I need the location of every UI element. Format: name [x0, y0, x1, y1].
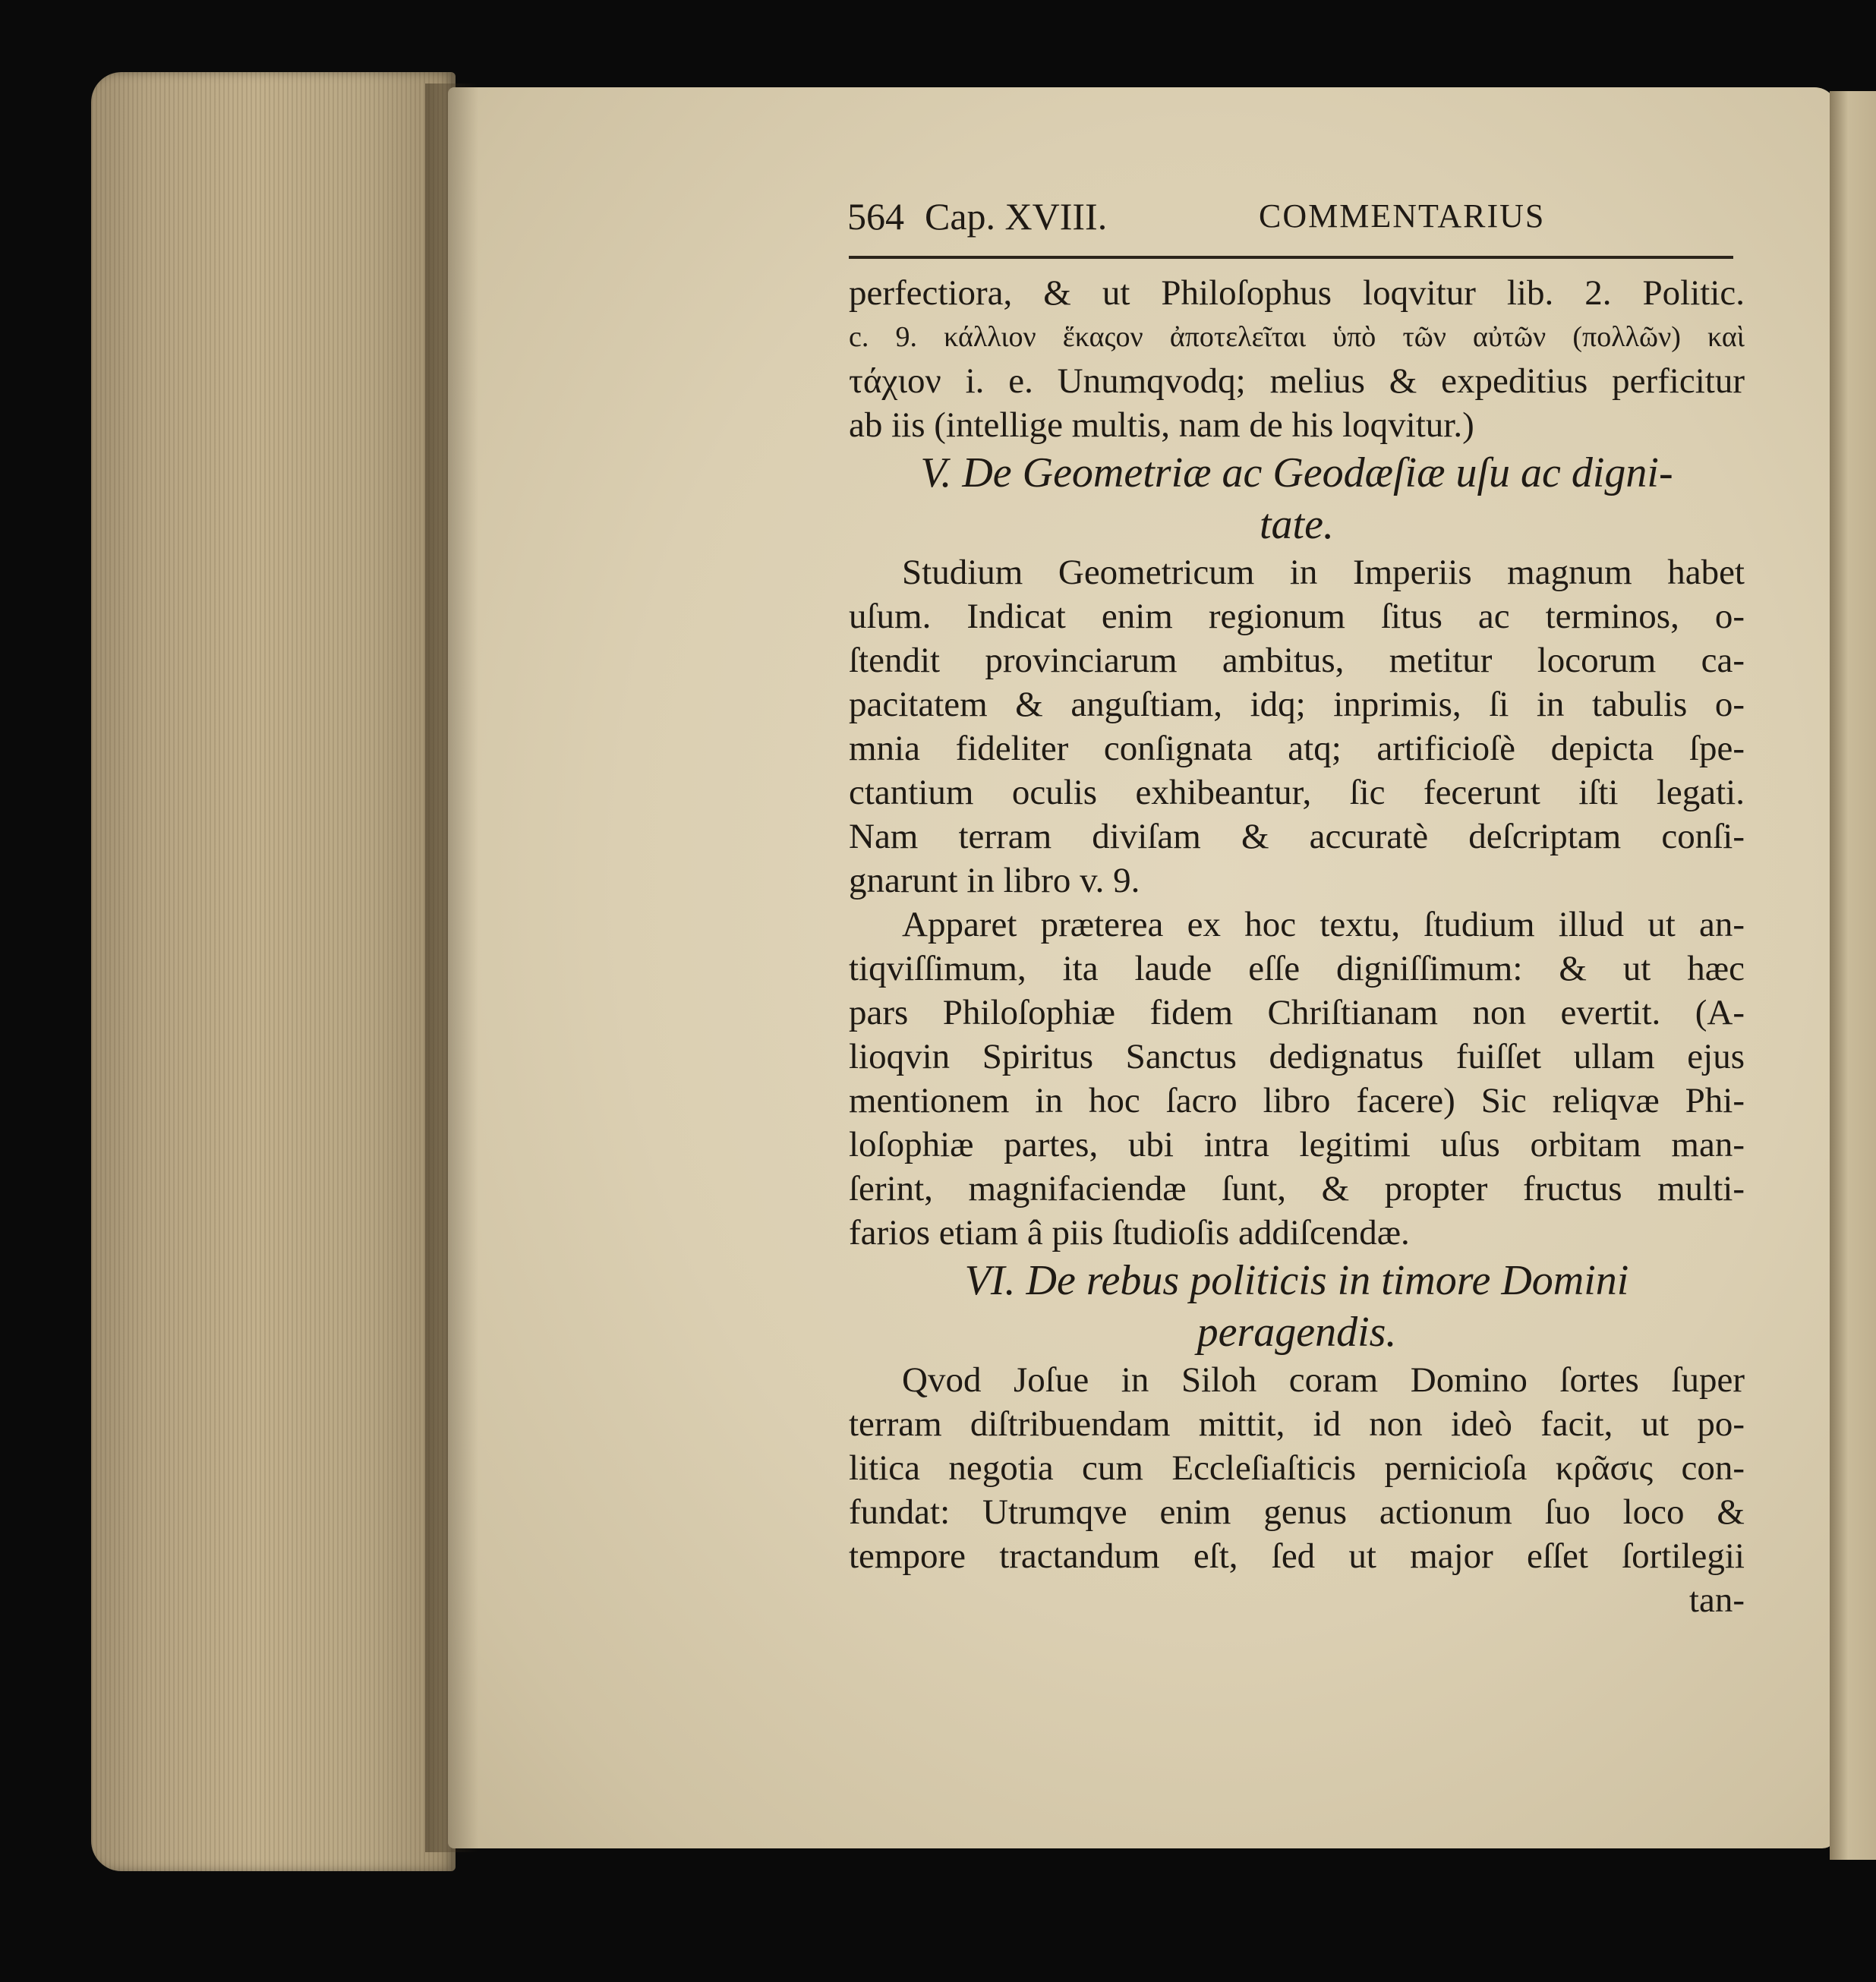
text-line: ab iis (intellige multis, nam de his loqvitur.)	[849, 405, 1474, 445]
text-line: perfectiora, & ut Philoſophus loqvitur lib. 2. Politic.	[849, 273, 1745, 313]
text-line: fundat: Utrumqve enim genus actionum ſuo loco &	[849, 1492, 1745, 1532]
text-line: ſerint, magnifaciendæ ſunt, & propter fructus multi-	[849, 1169, 1745, 1208]
heading-line: V. De Geometriæ ac Geodæſiæ uſu ac digni-	[920, 449, 1673, 496]
text-line: farios etiam â piis ſtudioſis addiſcendæ.	[849, 1213, 1410, 1253]
text-line: lioqvin Spiritus Sanctus dedignatus fuiſſet ullam ejus	[849, 1037, 1745, 1076]
text-line: uſum. Indicat enim regionum ſitus ac terminos, o-	[849, 597, 1745, 636]
running-title: COMMENTARIUS	[1259, 197, 1546, 235]
heading-line: tate.	[1260, 501, 1334, 548]
text-line: ctantium oculis exhibeantur, ſic fecerunt iſti legati.	[849, 773, 1745, 812]
facing-page-edge	[1830, 91, 1876, 1860]
text-line: pars Philoſophiæ fidem Chriſtianam non evertit. (A-	[849, 993, 1745, 1032]
text-line: Apparet præterea ex hoc textu, ſtudium illud ut an-	[902, 905, 1745, 944]
text-block	[849, 194, 1752, 1622]
text-line-greek: c. 9. κάλλιον ἕκαςον ἀποτελεῖται ὑπὸ τῶν αὐτῶν (πολλῶν) καὶ	[849, 321, 1745, 353]
text-line: Qvod Joſue in Siloh coram Domino ſortes ſuper	[902, 1360, 1745, 1400]
text-line: τάχιον i. e. Unumqvodq; melius & expeditius perficitur	[849, 361, 1745, 401]
paragraph-4	[849, 1358, 1752, 1578]
text-line: ſtendit provinciarum ambitus, metitur locorum ca-	[849, 641, 1745, 680]
catchword: tan-	[1688, 1580, 1745, 1620]
text-line: loſophiæ partes, ubi intra legitimi uſus orbitam man-	[849, 1125, 1745, 1164]
paragraph-3	[849, 903, 1752, 1255]
text-line: terram diſtribuendam mittit, id non ideò facit, ut po-	[849, 1404, 1745, 1444]
text-line: pacitatem & anguſtiam, idq; inprimis, ſi in tabulis o-	[849, 685, 1745, 724]
section-heading-6	[849, 1255, 1752, 1358]
paragraph-1	[849, 271, 1752, 447]
header-rule	[849, 256, 1733, 259]
page-edge-stack	[91, 72, 456, 1871]
running-head	[849, 194, 1752, 247]
section-heading-5	[849, 447, 1752, 550]
paragraph-2	[849, 550, 1752, 903]
heading-line: VI. De rebus politicis in timore Domini	[964, 1257, 1629, 1304]
heading-line: peragendis.	[1197, 1309, 1397, 1356]
text-line: tempore tractandum eſt, ſed ut major eſſet ſortilegii	[849, 1536, 1745, 1576]
text-line: mentionem in hoc ſacro libro facere) Sic reliqvæ Phi-	[849, 1081, 1745, 1120]
text-line: tiqviſſimum, ita laude eſſe digniſſimum: & ut hæc	[849, 949, 1745, 988]
text-line: gnarunt in libro v. 9.	[849, 861, 1140, 900]
text-line: Studium Geometricum in Imperiis magnum habet	[902, 553, 1745, 592]
gutter-shadow	[425, 84, 478, 1852]
text-line: litica negotia cum Eccleſiaſticis pernicioſa κρᾶσις con-	[849, 1448, 1745, 1488]
chapter-label: Cap. XVIII.	[925, 195, 1108, 238]
text-line: Nam terram diviſam & accuratè deſcriptam conſi-	[849, 817, 1745, 856]
page-number: 564	[847, 195, 904, 238]
text-line: mnia fideliter conſignata atq; artificioſè depicta ſpe-	[849, 729, 1745, 768]
